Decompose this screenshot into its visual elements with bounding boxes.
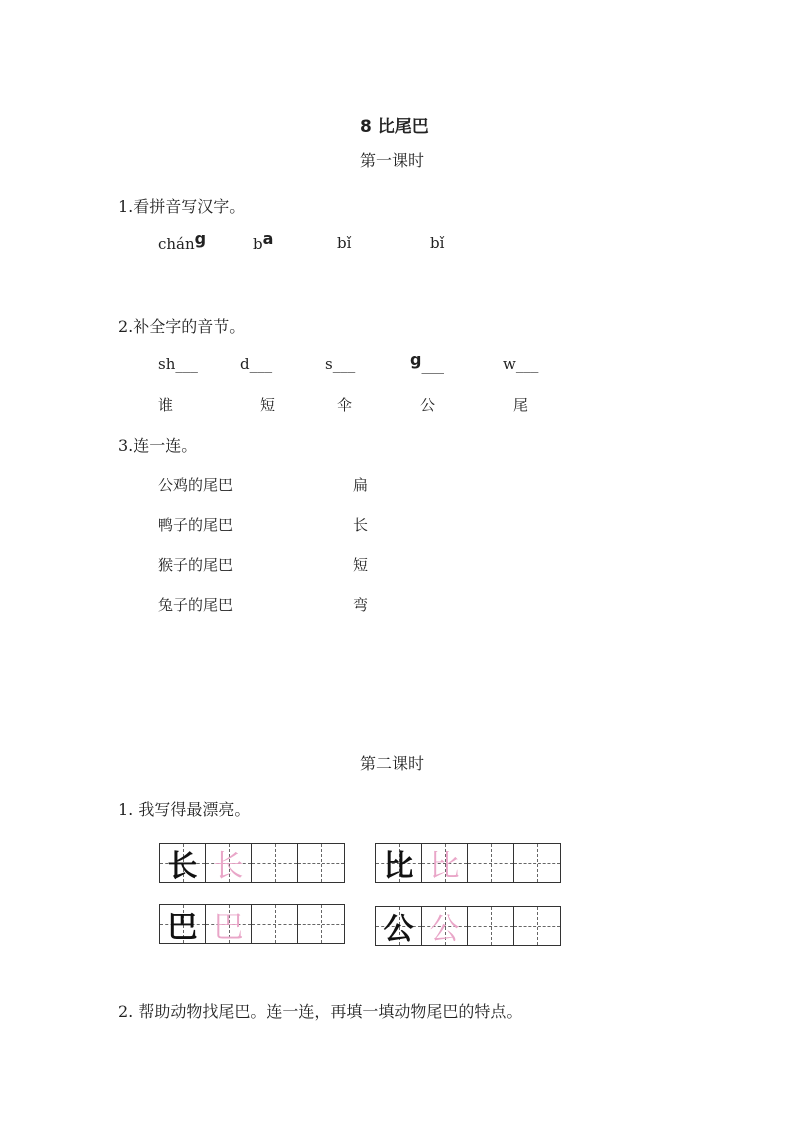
pinyin-text: b: [253, 235, 263, 253]
q2-prompt: 2.补全字的音节。: [118, 317, 246, 336]
syllable-char: 公: [420, 396, 436, 414]
grid-cell[interactable]: [206, 905, 252, 943]
p2-q1-prompt: 1. 我写得最漂亮。: [118, 800, 251, 819]
pinyin-item: [253, 229, 274, 253]
q3-prompt: 3.连一连。: [118, 436, 198, 455]
writing-grid[interactable]: [159, 843, 345, 883]
match-left-item: 鸭子的尾巴: [158, 516, 234, 534]
p2-q2-prompt: 2. 帮助动物找尾巴。连一连，再填一填动物尾巴的特点。: [118, 1002, 523, 1021]
grid-cell[interactable]: [376, 844, 422, 882]
pinyin-big-letter: g: [194, 229, 207, 248]
syllable-text: s___: [325, 355, 356, 373]
syllable-text: ___: [421, 356, 444, 374]
pinyin-text: chán: [158, 235, 195, 253]
pinyin-item: [158, 229, 207, 253]
trace-char: 公: [429, 912, 460, 947]
syllable-char: 谁: [158, 396, 174, 414]
match-right-item: 扁: [353, 476, 369, 494]
grid-cell[interactable]: [298, 844, 344, 882]
syllable-big-letter: g: [410, 350, 422, 369]
grid-cell[interactable]: [468, 844, 514, 882]
grid-cell[interactable]: [160, 905, 206, 943]
grid-cell[interactable]: [514, 844, 560, 882]
syllable-char: 伞: [337, 396, 353, 414]
syllable-item: [158, 355, 198, 373]
syllable-item: [240, 355, 272, 373]
lesson-title: 8 比尾巴: [360, 117, 429, 137]
grid-cell[interactable]: [468, 907, 514, 945]
match-right-item: 短: [353, 556, 369, 574]
match-right-item: 弯: [353, 596, 369, 614]
syllable-item: [503, 355, 538, 373]
model-char: 比: [383, 849, 414, 884]
grid-cell[interactable]: [376, 907, 422, 945]
grid-cell[interactable]: [206, 844, 252, 882]
syllable-item: [325, 355, 355, 373]
grid-cell[interactable]: [422, 907, 468, 945]
trace-char: 长: [213, 849, 244, 884]
syllable-char: 短: [260, 396, 276, 414]
grid-cell[interactable]: [298, 905, 344, 943]
grid-cell[interactable]: [514, 907, 560, 945]
writing-grid[interactable]: [375, 906, 561, 946]
model-char: 长: [167, 849, 198, 884]
model-char: 公: [383, 912, 414, 947]
syllable-text: w___: [503, 355, 539, 373]
syllable-text: d___: [240, 355, 273, 373]
writing-grid[interactable]: [159, 904, 345, 944]
syllable-item: [410, 350, 444, 374]
grid-cell[interactable]: [252, 905, 298, 943]
grid-cell[interactable]: [252, 844, 298, 882]
trace-char: 比: [429, 849, 460, 884]
match-right-item: 长: [353, 516, 369, 534]
part1-subtitle: 第一课时: [360, 151, 425, 170]
pinyin-text: bǐ: [430, 234, 445, 252]
pinyin-item: [337, 234, 351, 252]
match-left-item: 兔子的尾巴: [158, 596, 234, 614]
model-char: 巴: [167, 910, 198, 945]
match-left-item: 猴子的尾巴: [158, 556, 234, 574]
part2-subtitle: 第二课时: [360, 754, 425, 773]
syllable-char: 尾: [513, 396, 529, 414]
trace-char: 巴: [213, 910, 244, 945]
match-left-item: 公鸡的尾巴: [158, 476, 234, 494]
syllable-text: sh___: [158, 355, 198, 373]
pinyin-item: [430, 234, 444, 252]
writing-grid[interactable]: [375, 843, 561, 883]
q1-prompt: 1.看拼音写汉字。: [118, 197, 246, 216]
pinyin-text: bǐ: [337, 234, 352, 252]
grid-cell[interactable]: [160, 844, 206, 882]
pinyin-big-letter: a: [262, 229, 274, 248]
grid-cell[interactable]: [422, 844, 468, 882]
